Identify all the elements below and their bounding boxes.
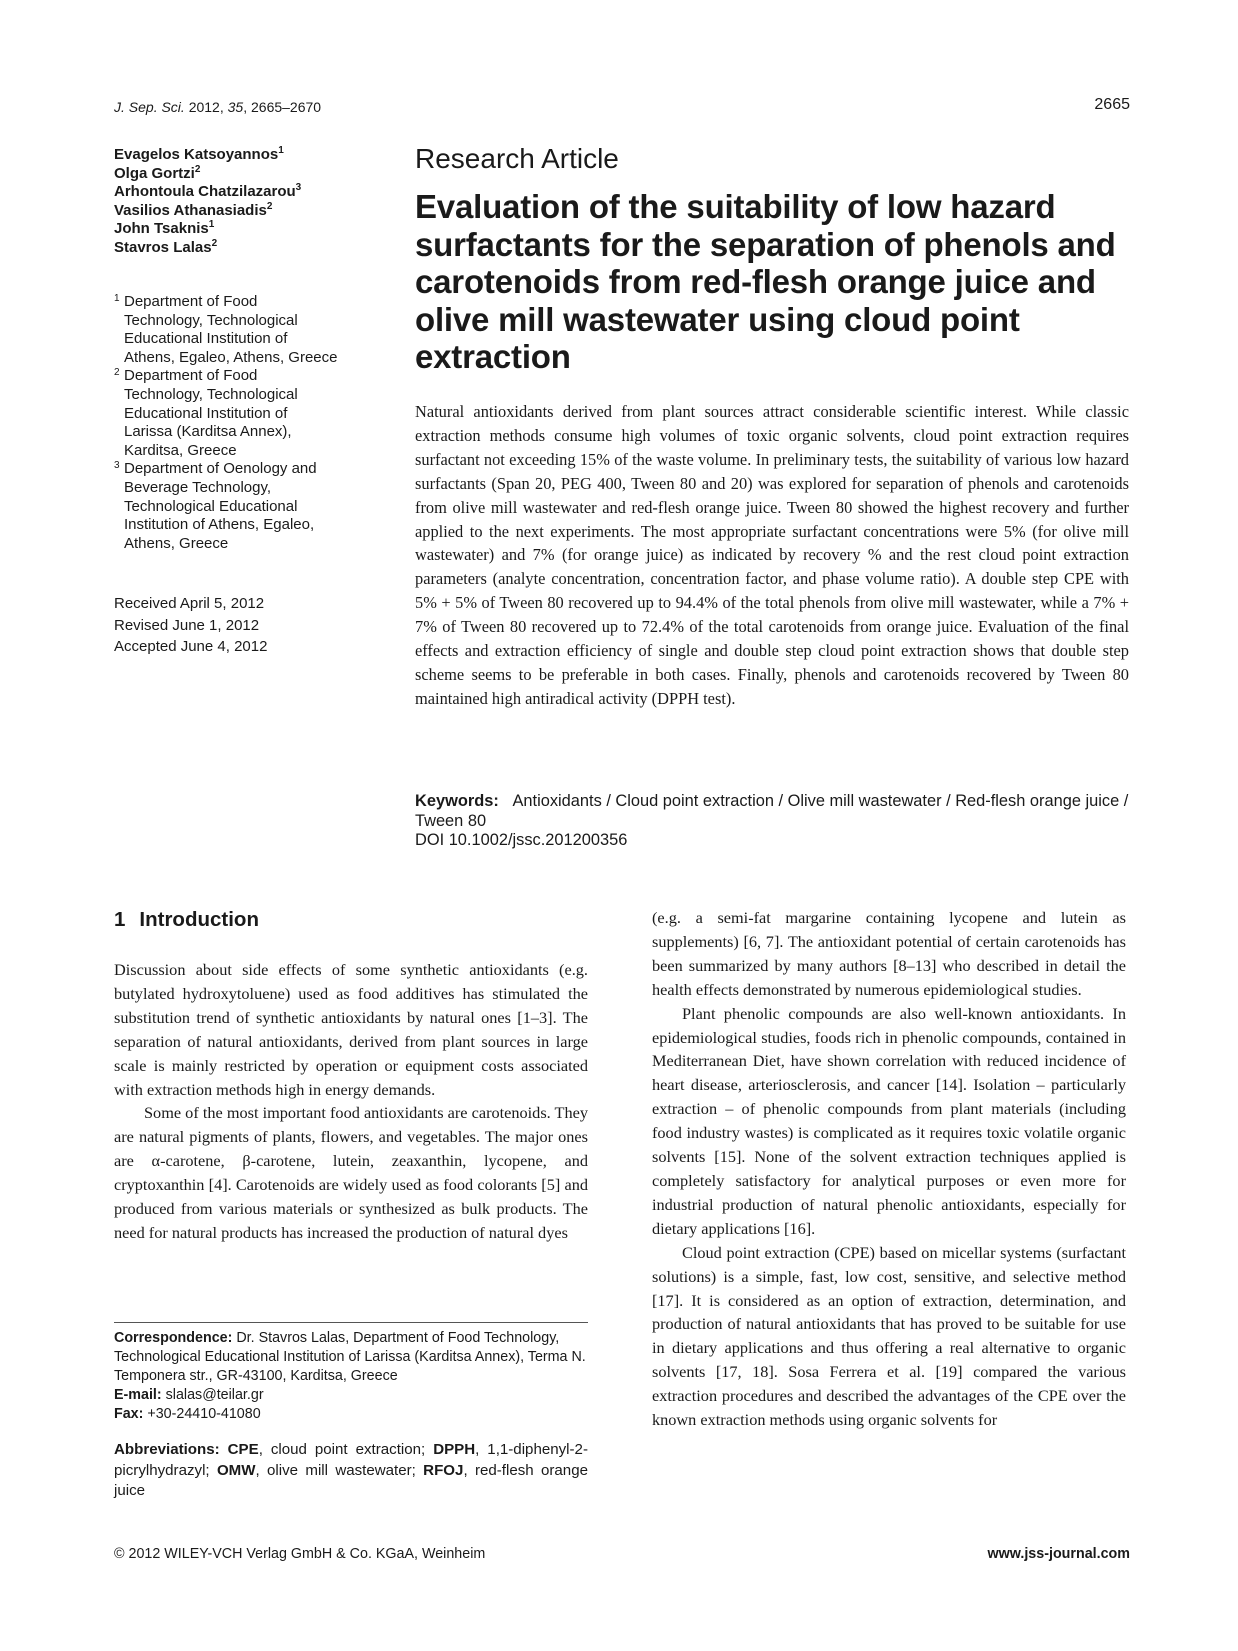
journal-volume: 35: [227, 99, 244, 115]
affiliation: 1 Department of Food Technology, Technological Educational Institution of Athens, Egaleo, Athens, Greece: [114, 293, 338, 366]
left-column: [114, 958, 588, 1245]
author-list: [114, 146, 374, 257]
abstract: Natural antioxidants derived from plant sources attract considerable scientific interest. While classic extraction methods consume high volumes of toxic organic solvents, cloud point extraction requires surfactant not exceeding 15% of the waste volume. In preliminary tests, the suitability of various low hazard surfactants (Span 20, PEG 400, Tween 80 and 20) was explored for separation of phenols and carotenoids from olive mill wastewater and red-flesh orange juice. Tween 80 showed the highest recovery and further applied to the next experiments. The most appropriate surfactant concentrations were 5% (for olive mill wastewater) and 7% (for orange juice) as indicated by recovery % and the rest cloud point extraction parameters (analyte concentration, concentration factor, and phase volume ratio). A double step CPE with 5% + 5% of Tween 80 recovered up to 94.4% of the total phenols from olive mill wastewater, while a 7% + 7% of Tween 80 recovered up to 72.4% of the total carotenoids from orange juice. Evaluation of the final effects and extraction efficiency of single and double step cloud point extraction shows that double step scheme seems to be preferable in both cases. Finally, phenols and carotenoids recovered by Tween 80 maintained high antiradical activity (DPPH test).: [415, 402, 1129, 708]
affiliation: 3 Department of Oenology and Beverage Technology, Technological Educational Institution of Athens, Egaleo, Athens, Greece: [114, 460, 317, 552]
keywords: [415, 791, 1129, 831]
journal-name: J. Sep. Sci.: [114, 99, 185, 115]
journal-url-link[interactable]: www.jss-journal.com: [987, 1546, 1130, 1562]
author: John Tsaknis$^1$: [114, 219, 215, 237]
correspondence-note: Correspondence: Dr. Stavros Lalas, Department of Food Technology, Technological Educational Institution of Larissa (Karditsa Annex), Terma N. Temponera str., GR-43100, Karditsa, Greece E-mail: slalas@teilar.gr Fax: +30-24410-41080: [114, 1330, 586, 1422]
keywords-list: Antioxidants / Cloud point extraction / Olive mill wastewater / Red-flesh orange juice / Tween 80: [415, 792, 1129, 830]
revised-date: Revised June 1, 2012: [114, 616, 260, 634]
received-date: Received April 5, 2012: [114, 595, 265, 612]
paragraph: Some of the most important food antioxidants are carotenoids. They are natural pigments of plants, flowers, and vegetables. The major ones are α-carotene, β-carotene, lutein, zeaxanthin, lycopene, and cryptoxanthin [4]. Carotenoids are widely used as food colorants [5] and produced from various materials or synthesized as bulk products. The need for natural products has increased the production of natural dyes: [114, 1103, 588, 1242]
section-number: 1: [114, 908, 126, 931]
article-title: Evaluation of the suitability of low hazard surfactants for the separation of phenols and carotenoids from red-flesh orange juice and olive mill wastewater using cloud point extraction: [415, 188, 1116, 375]
section-heading-introduction: [114, 908, 259, 932]
author: Olga Gortzi$^2$: [114, 163, 201, 182]
author: Stavros Lalas$^2$: [114, 237, 218, 256]
affiliation-list: [114, 293, 384, 553]
paragraph: Discussion about side effects of some synthetic antioxidants (e.g. butylated hydroxytoluene) used as food additives has stimulated the substitution trend of synthetic antioxidants by natural ones [1–3]. The separation of natural antioxidants, derived from plant sources in large scale is mainly restricted by operation or equipment costs associated with extraction methods high in energy demands.: [114, 960, 588, 1099]
page-number: 2665: [1094, 96, 1130, 113]
paragraph: Cloud point extraction (CPE) based on micellar systems (surfactant solutions) is a simple, fast, low cost, sensitive, and selective method [17]. It is considered as an option of extraction, determination, and production of natural antioxidants that has proved to be suitable for use in dietary applications and thus offering a real alternative to organic solvents [17, 18]. Sosa Ferrera et al. [19] compared the various extraction procedures and described the advantages of the CPE over the known extraction methods using organic solvents for: [652, 1242, 1126, 1430]
footnote-divider: [114, 1322, 588, 1323]
accepted-date: Accepted June 4, 2012: [114, 638, 268, 655]
right-column: [652, 906, 1126, 1432]
journal-citation: [114, 99, 321, 115]
copyright-notice: © 2012 WILEY-VCH Verlag GmbH & Co. KGaA, Weinheim: [114, 1546, 486, 1562]
journal-year: 2012,: [184, 99, 228, 115]
paragraph: Plant phenolic compounds are also well-known antioxidants. In epidemiological studies, foods rich in phenolic compounds, contained in Mediterranean Diet, have shown correlation with reduced incidence of heart disease, arteriosclerosis, and cancer [14]. Isolation – particularly extraction – of phenolic compounds from plant materials (including food industry wastes) is complicated as it requires toxic volatile organic solvents [15]. None of the solvent extraction techniques applied is completely satisfactory for analytical purposes or even more for industrial production of natural phenolic antioxidants, especially for dietary applications [16].: [652, 1003, 1126, 1238]
doi[interactable]: DOI 10.1002/jssc.201200356: [415, 831, 628, 849]
journal-pages: , 2665–2670: [243, 99, 322, 115]
abbreviations-note: Abbreviations: CPE, cloud point extraction; DPPH, 1,1-diphenyl-2-picrylhydrazyl; OMW, olive mill wastewater; RFOJ, red-flesh orange juice: [114, 1441, 588, 1499]
author: Vasilios Athanasiadis$^2$: [114, 200, 273, 219]
affiliation: 2 Department of Food Technology, Technological Educational Institution of Larissa (Karditsa Annex), Karditsa, Greece: [114, 367, 298, 459]
paragraph: (e.g. a semi-fat margarine containing lycopene and lutein as supplements) [6, 7]. The antioxidant potential of certain carotenoids has been summarized by many authors [8–13] who described in detail the health effects demonstrated by numerous epidemiological studies.: [652, 908, 1126, 999]
keywords-label: Keywords:: [415, 792, 499, 810]
article-dates: [114, 593, 374, 658]
email-link[interactable]: slalas@teilar.gr: [161, 1387, 264, 1403]
author: Evagelos Katsoyannos$^1$: [114, 145, 284, 163]
author: Arhontoula Chatzilazarou$^3$: [114, 182, 302, 200]
article-type: Research Article: [415, 143, 619, 174]
section-title: Introduction: [139, 908, 259, 931]
